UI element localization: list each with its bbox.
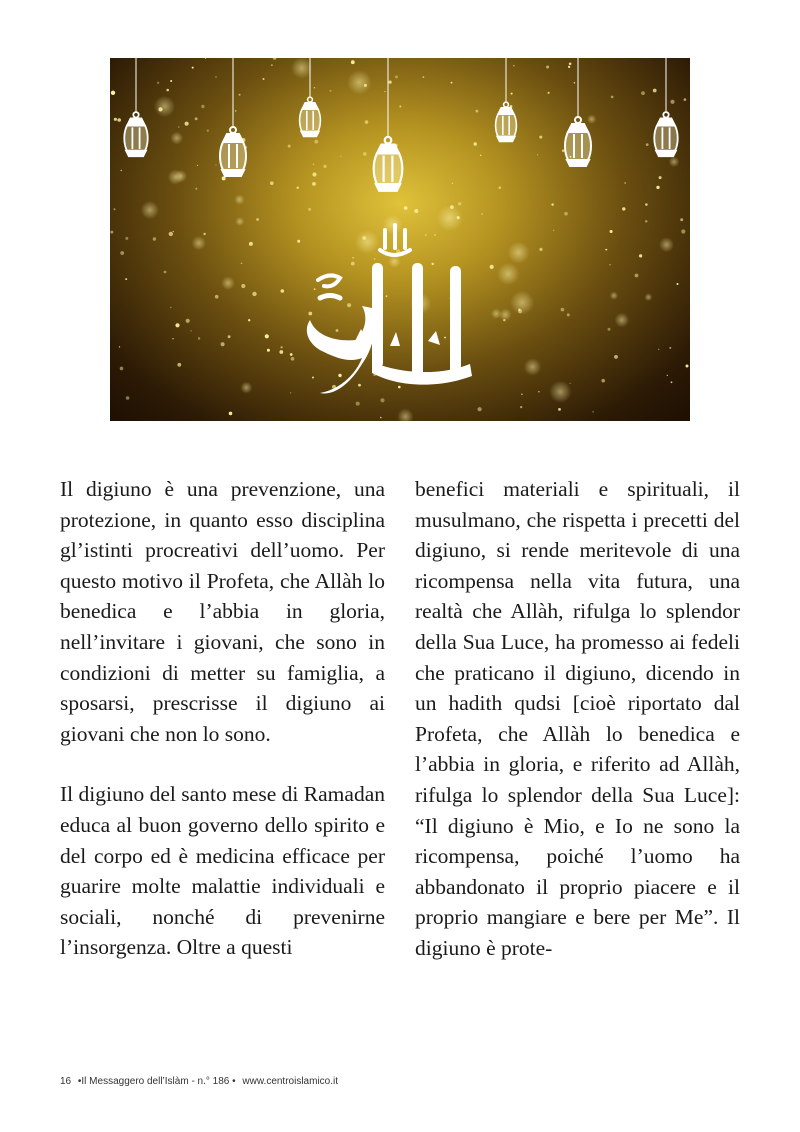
hero-image	[110, 58, 690, 421]
sparkle	[336, 329, 339, 332]
sparkle	[567, 313, 570, 316]
sparkle	[263, 78, 265, 80]
sparkle	[503, 319, 505, 321]
sparkle	[520, 406, 522, 408]
sparkle	[614, 355, 618, 359]
sparkle	[290, 392, 291, 393]
sparkle	[203, 233, 205, 235]
sparkle	[451, 82, 453, 84]
sparkle	[546, 66, 549, 69]
sparkle	[185, 122, 189, 126]
sparkle	[312, 182, 316, 186]
sparkle	[644, 293, 652, 301]
sparkle	[157, 82, 159, 84]
sparkle	[308, 312, 312, 316]
sparkle	[178, 126, 179, 127]
sparkle	[564, 212, 568, 216]
sparkle	[119, 346, 120, 347]
sparkle	[362, 236, 366, 240]
sparkle	[351, 60, 355, 64]
sparkle	[241, 263, 243, 265]
sparkle	[314, 87, 316, 89]
sparkle	[347, 70, 372, 95]
page-number: 16	[60, 1076, 72, 1087]
sparkle	[323, 165, 326, 168]
sparkle	[667, 375, 668, 376]
sparkle	[352, 257, 354, 259]
sparkle	[356, 402, 360, 406]
sparkle	[491, 309, 501, 319]
page-footer	[60, 1076, 342, 1087]
sparkle	[511, 93, 513, 95]
sparkle	[313, 164, 315, 166]
sparkle	[414, 209, 418, 213]
sparkle	[172, 338, 174, 340]
sparkle	[195, 117, 198, 120]
sparkle	[229, 412, 233, 416]
sparkle	[395, 76, 398, 79]
sparkle	[538, 391, 539, 392]
sparkle	[624, 182, 626, 184]
lantern-icon	[654, 58, 677, 156]
sparkle	[444, 337, 446, 339]
sparkle	[611, 96, 614, 99]
sparkle	[125, 237, 128, 240]
sparkle	[190, 330, 191, 331]
sparkle	[656, 186, 659, 189]
sparkle	[248, 319, 250, 321]
sparkle	[388, 255, 400, 267]
sparkle	[574, 82, 576, 84]
sparkle	[641, 91, 645, 95]
sparkle	[290, 353, 293, 356]
lantern-icon	[220, 58, 246, 176]
article-column-right	[415, 474, 740, 994]
paragraph: Il digiuno del santo mese di Ramadan educa al buon governo dello spirito e del corpo ed è medicina efficace per guarire molte malattie individuali e sociali, nonché di prevenirne l’insorgenza. Oltre a questi	[60, 782, 385, 960]
sparkle	[117, 118, 121, 122]
sparkle	[170, 132, 183, 145]
sparkle	[558, 408, 561, 411]
sparkle	[568, 66, 570, 68]
sparkle	[177, 363, 181, 367]
lantern-icon	[124, 58, 147, 156]
sparkle	[669, 347, 671, 349]
sparkle	[125, 278, 127, 280]
sparkle	[192, 67, 194, 69]
sparkle	[273, 58, 277, 60]
sparkle	[389, 81, 392, 84]
sparkle	[380, 398, 384, 402]
sparkle	[609, 264, 611, 266]
sparkle	[297, 240, 300, 243]
sparkle	[347, 303, 351, 307]
sparkle	[314, 140, 318, 144]
sparkle	[521, 393, 523, 395]
sparkle	[499, 186, 502, 189]
sparkle	[478, 407, 482, 411]
sparkle	[207, 130, 209, 132]
article-body	[60, 474, 740, 1064]
sparkle	[235, 110, 236, 111]
sparkle	[458, 202, 461, 205]
sparkle	[622, 207, 625, 210]
sparkle	[215, 76, 217, 78]
hanging-lanterns	[124, 58, 677, 191]
sparkle	[452, 183, 453, 184]
sparkle	[677, 283, 679, 285]
sparkle	[351, 262, 355, 266]
sparkle	[386, 295, 388, 297]
sparkle	[510, 291, 534, 315]
sparkle	[312, 377, 314, 379]
sparkle	[126, 396, 130, 400]
sparkle	[169, 232, 173, 236]
paragraph: benefici materiali e spirituali, il musulmano, che rispetta i precetti del digiuno, si rende meritevole di una ricompensa nella vita futura, una realtà che Allàh, rifulga lo splendor della Sua Luce, ha promesso ai fedeli che praticano il digiuno, dicendo in un hadith qudsi [cioè riportato dal Profeta, che Allàh lo benedica e l’abbia in gloria, e riferito ad Allàh, rifulga lo splendor della Sua Luce]: “Il digiuno è Mio, e Io ne sono la ricompensa, poiché l’uomo ha abbandonato il proprio piacere e il proprio mangiare e bere per Me”. Il digiuno è prote-	[415, 477, 740, 960]
sparkle	[539, 136, 542, 139]
sparkle-particles	[110, 58, 688, 421]
sparkle	[120, 251, 124, 255]
sparkle	[434, 234, 435, 235]
sparkle	[569, 63, 572, 66]
sparkle	[425, 234, 426, 235]
sparkle	[398, 386, 401, 389]
sparkle	[201, 105, 204, 108]
sparkle	[645, 203, 648, 206]
sparkle	[497, 263, 519, 285]
sparkle	[170, 307, 171, 308]
sparkle	[239, 94, 241, 96]
sparkle	[457, 216, 460, 219]
sparkle	[270, 181, 274, 185]
paragraph: Il digiuno è una prevenzione, una protezione, in quanto esso disciplina gl’istinti procreativi dell’uomo. Per questo motivo il Profeta, che Allàh lo benedica e l’abbia in gloria, nell’invitare i giovani, che sono in condizioni di metter su famiglia, a sposarsi, prescrisse il digiuno ai giovani che non lo sono.	[60, 477, 385, 746]
sparkle	[562, 149, 565, 152]
sparkle	[192, 236, 206, 250]
sparkle	[513, 65, 514, 66]
sparkle	[524, 358, 542, 376]
sparkle	[314, 288, 316, 290]
sparkle	[312, 172, 316, 176]
sparkle	[271, 64, 273, 66]
sparkle	[358, 384, 361, 387]
sparkle	[330, 90, 332, 92]
sparkle	[256, 218, 259, 221]
sparkle	[365, 120, 369, 124]
publication-name: •Il Messaggero dell’Islàm - n.° 186 •	[77, 1076, 236, 1087]
sparkle	[670, 100, 674, 104]
sparkle	[355, 230, 379, 254]
sparkle	[570, 383, 571, 384]
sparkle	[610, 291, 618, 299]
sparkle	[228, 335, 231, 338]
sparkle	[481, 213, 483, 215]
sparkle	[240, 382, 252, 394]
lantern-icon	[496, 58, 517, 141]
sparkle	[548, 92, 550, 94]
sparkle	[164, 271, 167, 274]
sparkle	[338, 374, 341, 377]
sparkle	[111, 91, 115, 95]
sparkle	[423, 76, 425, 78]
sparkle	[476, 110, 479, 113]
sparkle	[195, 188, 197, 190]
sparkle	[235, 217, 244, 226]
lantern-icon	[374, 58, 403, 191]
sparkle	[234, 195, 244, 205]
sparkle	[658, 349, 659, 350]
sparkle	[363, 152, 367, 156]
sparkle	[153, 237, 156, 240]
sparkle	[110, 231, 113, 234]
sparkle	[380, 417, 382, 419]
sparkle	[608, 328, 611, 331]
sparkle	[297, 187, 299, 189]
sparkle	[241, 284, 245, 288]
sparkle	[168, 169, 183, 184]
sparkle	[280, 346, 282, 348]
sparkle	[659, 176, 662, 179]
sparkle	[121, 170, 122, 171]
sparkle	[549, 381, 571, 403]
sparkle	[539, 248, 542, 251]
sparkle	[205, 58, 206, 59]
sparkle	[686, 365, 689, 368]
sparkle	[490, 265, 494, 269]
sparkle	[659, 237, 674, 252]
sparkle	[166, 89, 169, 92]
sparkle	[653, 89, 657, 93]
sparkle	[175, 323, 179, 327]
lanterns-and-calligraphy-illustration	[110, 58, 690, 421]
article-column-left	[60, 474, 385, 993]
sparkle	[198, 337, 200, 339]
sparkle	[215, 295, 219, 299]
sparkle	[170, 80, 172, 82]
sparkle	[114, 118, 117, 121]
sparkle	[308, 208, 311, 211]
sparkle	[645, 220, 648, 223]
sparkle	[537, 154, 538, 155]
sparkle	[681, 229, 685, 233]
sparkle	[680, 218, 683, 221]
sparkle	[587, 115, 596, 124]
sparkle	[399, 106, 401, 108]
sparkle	[646, 143, 649, 146]
sparkle	[221, 276, 235, 290]
sparkle	[288, 145, 291, 148]
lantern-icon	[565, 58, 591, 166]
sparkle	[615, 313, 630, 328]
sparkle	[635, 274, 639, 278]
sparkle	[340, 156, 341, 157]
allah-calligraphy-icon	[307, 223, 472, 393]
sparkle	[671, 381, 673, 383]
sparkle	[639, 254, 642, 257]
sparkle	[265, 334, 269, 338]
sparkle	[669, 156, 680, 167]
sparkle	[186, 319, 190, 323]
sparkle	[154, 96, 175, 117]
sparkle	[592, 411, 594, 413]
sparkle	[561, 308, 565, 312]
sparkle	[120, 367, 124, 371]
sparkle	[249, 242, 253, 246]
sparkle	[605, 249, 607, 251]
sparkle	[141, 201, 159, 219]
sparkle	[610, 230, 613, 233]
sparkle	[397, 409, 413, 422]
sparkle	[551, 203, 553, 205]
sparkle	[267, 349, 270, 352]
sparkle	[291, 58, 312, 79]
sparkle	[215, 164, 216, 165]
sparkle	[221, 342, 225, 346]
sparkle	[114, 208, 116, 210]
sparkle	[279, 350, 283, 354]
sparkle	[281, 289, 285, 293]
sparkle	[374, 258, 376, 260]
sparkle	[480, 155, 481, 156]
sparkle	[432, 263, 434, 265]
sparkle	[384, 91, 385, 92]
sparkle	[508, 242, 530, 264]
sparkle	[601, 379, 605, 383]
sparkle	[197, 165, 198, 166]
sparkle	[404, 206, 408, 210]
sparkle	[684, 98, 687, 101]
sparkle	[553, 230, 554, 231]
sparkle	[474, 142, 477, 145]
sparkle	[173, 231, 174, 232]
sparkle	[291, 357, 295, 361]
sparkle	[252, 292, 256, 296]
website-link[interactable]: www.centroislamico.it	[242, 1076, 339, 1087]
